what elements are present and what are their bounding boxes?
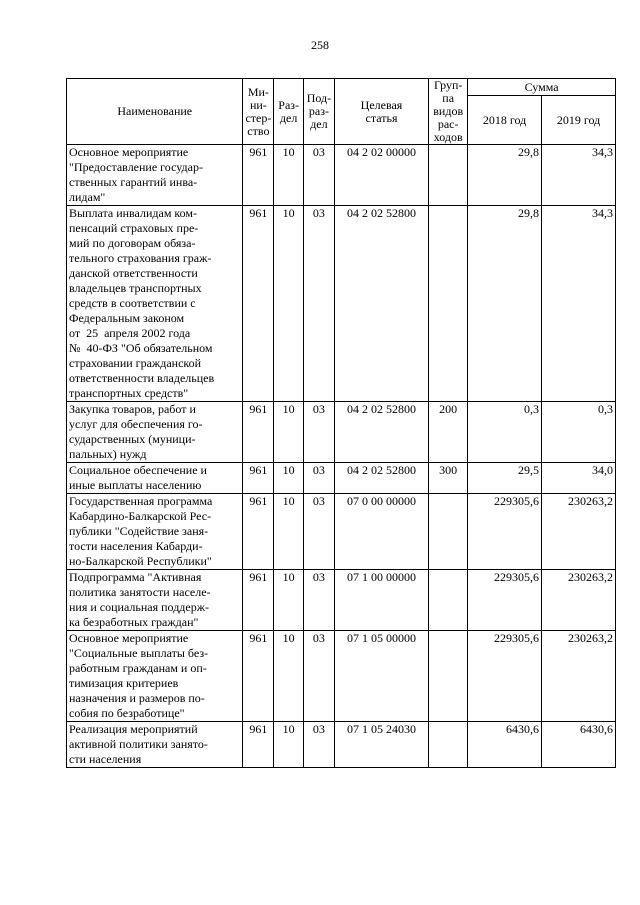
row-sum-2018: 6430,6 (468, 722, 542, 768)
row-sum-2019: 34,3 (542, 145, 616, 206)
row-sum-2019: 6430,6 (542, 722, 616, 768)
table-row (67, 722, 616, 768)
row-subsection: 03 (304, 722, 335, 768)
row-sum-2018: 29,8 (468, 206, 542, 402)
row-target-item: 07 1 05 00000 (334, 631, 428, 722)
table-row (67, 402, 616, 463)
row-name: Основное мероприятие "Предоставление государ- ственных гарантий инва- лидам" (67, 145, 243, 206)
row-name: Реализация мероприятий активной политики занято- сти населения (67, 722, 243, 768)
row-target-item: 04 2 02 00000 (334, 145, 428, 206)
header-target-item: Целевая статья (334, 79, 428, 145)
row-section: 10 (274, 402, 304, 463)
table-row (67, 145, 616, 206)
row-sum-2019: 230263,2 (542, 570, 616, 631)
row-section: 10 (274, 145, 304, 206)
row-name: Государственная программа Кабардино-Балкарской Рес- публики "Содействие заня- тости населения Кабарди- но-Балкарской Республики" (67, 494, 243, 570)
row-section: 10 (274, 494, 304, 570)
row-subsection: 03 (304, 402, 335, 463)
header-year-2018: 2018 год (468, 96, 542, 145)
row-expense-group: 200 (429, 402, 468, 463)
row-target-item: 07 0 00 00000 (334, 494, 428, 570)
row-ministry: 961 (243, 722, 274, 768)
row-ministry: 961 (243, 570, 274, 631)
row-subsection: 03 (304, 463, 335, 494)
row-expense-group (429, 494, 468, 570)
row-name: Закупка товаров, работ и услуг для обеспечения го- сударственных (муници- пальных) нужд (67, 402, 243, 463)
header-ministry: Ми- ни- стер- ство (243, 79, 274, 145)
row-name: Выплата инвалидам ком- пенсаций страховых пре- мий по договорам обяза- тельного страхования граж- данской ответственности владельцев транспортных средств в соответствии с Федеральным законом от 25 апреля 2002 года № 40-ФЗ "Об обязательном страховании гражданской ответственности владельцев транспортных средств" (67, 206, 243, 402)
row-expense-group: 300 (429, 463, 468, 494)
row-subsection: 03 (304, 494, 335, 570)
row-subsection: 03 (304, 206, 335, 402)
header-expense-group: Груп- па видов рас- ходов (429, 79, 468, 145)
table-body (67, 145, 616, 768)
row-expense-group (429, 570, 468, 631)
header-name: Наименование (67, 79, 243, 145)
row-target-item: 04 2 02 52800 (334, 206, 428, 402)
row-target-item: 07 1 05 24030 (334, 722, 428, 768)
row-sum-2018: 229305,6 (468, 631, 542, 722)
header-subsection: Под- раз- дел (304, 79, 335, 145)
row-name: Основное мероприятие "Социальные выплаты без- работным гражданам и оп- тимизация критериев назначения и размеров по- собия по безработице" (67, 631, 243, 722)
table-row (67, 494, 616, 570)
row-name: Социальное обеспечение и иные выплаты населению (67, 463, 243, 494)
row-section: 10 (274, 463, 304, 494)
row-target-item: 04 2 02 52800 (334, 402, 428, 463)
row-subsection: 03 (304, 631, 335, 722)
row-section: 10 (274, 722, 304, 768)
row-ministry: 961 (243, 402, 274, 463)
header-row (67, 79, 616, 96)
row-expense-group (429, 631, 468, 722)
row-ministry: 961 (243, 631, 274, 722)
page-number: 258 (311, 38, 329, 52)
row-sum-2019: 34,0 (542, 463, 616, 494)
table-row (67, 463, 616, 494)
row-sum-2018: 0,3 (468, 402, 542, 463)
row-sum-2019: 230263,2 (542, 494, 616, 570)
row-ministry: 961 (243, 494, 274, 570)
row-sum-2018: 229305,6 (468, 570, 542, 631)
row-expense-group (429, 206, 468, 402)
row-section: 10 (274, 631, 304, 722)
row-expense-group (429, 722, 468, 768)
row-sum-2018: 29,8 (468, 145, 542, 206)
row-sum-2018: 29,5 (468, 463, 542, 494)
header-sum: Сумма (468, 79, 616, 96)
table-row (67, 570, 616, 631)
row-name: Подпрограмма "Активная политика занятости населе- ния и социальная поддерж- ка безработных граждан" (67, 570, 243, 631)
row-sum-2018: 229305,6 (468, 494, 542, 570)
row-sum-2019: 34,3 (542, 206, 616, 402)
table-row (67, 206, 616, 402)
row-ministry: 961 (243, 463, 274, 494)
row-sum-2019: 230263,2 (542, 631, 616, 722)
budget-table (66, 78, 616, 768)
row-target-item: 07 1 00 00000 (334, 570, 428, 631)
row-expense-group (429, 145, 468, 206)
row-ministry: 961 (243, 206, 274, 402)
header-year-2019: 2019 год (542, 96, 616, 145)
header-section: Раз- дел (274, 79, 304, 145)
row-sum-2019: 0,3 (542, 402, 616, 463)
row-section: 10 (274, 206, 304, 402)
row-subsection: 03 (304, 570, 335, 631)
row-section: 10 (274, 570, 304, 631)
row-ministry: 961 (243, 145, 274, 206)
row-target-item: 04 2 02 52800 (334, 463, 428, 494)
table-row (67, 631, 616, 722)
row-subsection: 03 (304, 145, 335, 206)
